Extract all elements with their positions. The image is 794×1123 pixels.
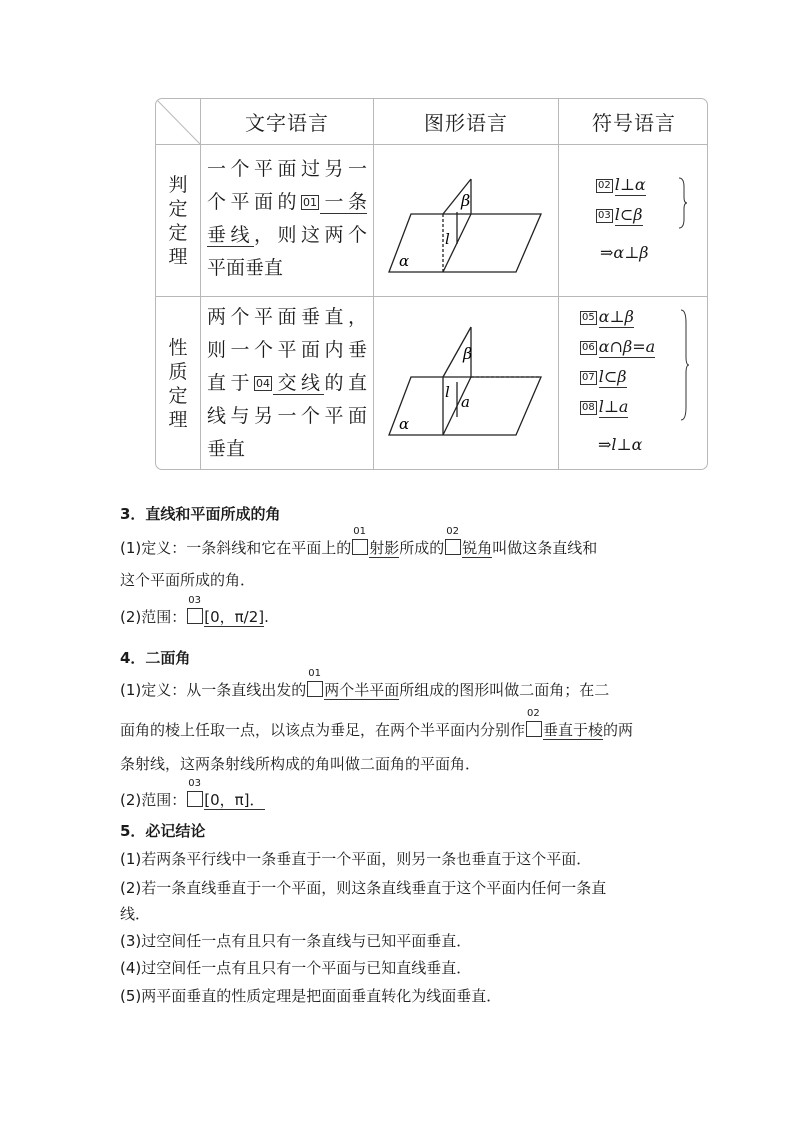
answer-text: l⊥a	[598, 397, 629, 416]
section-4-title	[120, 642, 680, 674]
text-fragment: (2)范围：	[120, 608, 187, 626]
a-label: a	[461, 393, 470, 411]
row-label-char: 性	[168, 337, 188, 359]
table-divider	[200, 99, 201, 469]
symbol-line	[596, 175, 646, 194]
blank-number: 03	[598, 210, 611, 221]
answer-text: 交线	[273, 372, 325, 394]
criterion-text	[207, 153, 367, 285]
blank-number: 02	[446, 526, 460, 537]
conclusion-item: (1)若两条平行线中一条垂直于一个平面，则另一条也垂直于这个平面．	[120, 850, 592, 868]
text-fragment: 直于	[207, 372, 254, 394]
blank-number: 08	[582, 402, 595, 413]
symbol-conclusion: ⇒l⊥α	[598, 435, 643, 454]
l-label: l	[445, 383, 450, 401]
answer-text: α∩β=a	[598, 337, 656, 356]
section-4-definition-end: 条射线，这两条射线所构成的角叫做二面角的平面角．	[120, 755, 481, 773]
section-4-range	[120, 778, 680, 816]
table-divider	[156, 296, 707, 297]
blank-number: 06	[582, 342, 595, 353]
section-title: 3．直线和平面所成的角	[120, 505, 281, 523]
text-fragment: .	[264, 608, 269, 626]
conclusion-item: (5)两平面垂直的性质定理是把面面垂直转化为线面垂直．	[120, 987, 502, 1005]
text-line: 垂直	[207, 438, 246, 460]
row-label-char: 判	[168, 173, 188, 196]
symbol-conclusion: ⇒α⊥β	[600, 243, 649, 262]
row-label-char: 定	[168, 221, 188, 244]
brace	[678, 177, 688, 229]
blank-box	[352, 526, 368, 555]
blank-number: 05	[582, 312, 595, 323]
blank-number: 04	[256, 377, 270, 390]
text-fragment: (1)定义：一条斜线和它在平面上的	[120, 539, 352, 557]
section-3-title	[120, 498, 680, 530]
text-fragment: (1)定义：从一条直线出发的	[120, 681, 307, 699]
section-3-range	[120, 595, 680, 633]
theorem-table	[155, 98, 708, 470]
answer-text: [0，π]．	[204, 791, 265, 809]
text-fragment: 的两	[603, 721, 634, 739]
section-4-definition-cont	[120, 708, 680, 746]
header-symbol-language: 符号语言	[592, 111, 676, 135]
blank-number: 01	[308, 668, 321, 679]
property-figure	[381, 317, 553, 442]
table-divider	[558, 99, 559, 469]
symbol-line	[596, 205, 643, 224]
beta-label: β	[461, 191, 471, 210]
text-fragment: 所组成的图形叫做二面角；在二	[399, 681, 610, 699]
row-label-property	[156, 297, 200, 470]
table-divider	[373, 99, 374, 469]
symbol-line	[580, 307, 634, 326]
section-title: 4．二面角	[120, 649, 191, 667]
alpha-label: α	[399, 252, 410, 270]
answer-text: 射影	[369, 539, 400, 557]
conclusion-item: (4)过空间任一点有且只有一个平面与已知直线垂直．	[120, 959, 472, 977]
answer-text: 锐角	[462, 539, 493, 557]
blank-box	[526, 708, 542, 737]
row-label-char: 定	[168, 385, 188, 407]
conclusion-item-cont: 线．	[120, 905, 151, 923]
text-line: 两个平面垂直，	[207, 306, 367, 328]
symbol-line	[580, 367, 627, 386]
answer-text: 垂直于棱	[543, 721, 604, 739]
row-label-char: 质	[168, 361, 188, 383]
blank-box	[187, 778, 203, 807]
beta-label: β	[463, 344, 473, 363]
row-label-char: 定	[168, 197, 188, 220]
row-label-char: 理	[168, 245, 188, 268]
symbol-line	[580, 337, 655, 356]
blank-number: 03	[188, 595, 201, 606]
text-line	[207, 367, 367, 400]
property-text	[207, 301, 367, 466]
text-fragment: 的直	[324, 372, 367, 394]
text-line: 一个平面过另一	[207, 158, 367, 180]
text-line: 线与另一个平面	[207, 405, 367, 427]
answer-text: α⊥β	[598, 307, 634, 326]
answer-text: l⊂β	[598, 367, 627, 386]
criterion-figure	[381, 154, 553, 279]
text-fragment: 面角的棱上任取一点，以该点为垂足，在两个半平面内分别作	[120, 721, 526, 739]
conclusion-item: (2)若一条直线垂直于一个平面，则这条直线垂直于这个平面内任何一条直	[120, 879, 607, 897]
l-label: l	[445, 230, 450, 248]
text-line: 平面垂直	[207, 257, 284, 279]
row-label-criterion	[156, 145, 200, 296]
header-text-language: 文字语言	[245, 111, 329, 135]
answer-text: [0，π/2]	[204, 608, 265, 626]
answer-text: l⊂β	[614, 205, 643, 224]
section-3-definition	[120, 526, 680, 564]
row-label-char: 理	[168, 409, 188, 431]
blank-number: 01	[302, 196, 317, 209]
section-title: 5．必记结论	[120, 822, 206, 840]
blank-box	[445, 526, 461, 555]
blank-number: 02	[598, 180, 611, 191]
blank-number: 01	[353, 526, 366, 537]
header-diagonal	[156, 99, 200, 144]
blank-number: 03	[188, 778, 201, 789]
text-line	[207, 186, 367, 219]
symbol-line	[580, 397, 628, 416]
answer-text: 两个半平面	[324, 681, 400, 699]
text-line: 则一个平面内垂	[207, 339, 367, 361]
text-fragment: ，则这两个	[254, 224, 367, 246]
answer-text: 一条	[319, 191, 367, 213]
text-line	[207, 219, 367, 252]
alpha-label: α	[399, 415, 410, 433]
table-divider	[156, 144, 707, 145]
blank-number: 07	[582, 372, 595, 383]
text-fragment: 所成的	[399, 539, 445, 557]
section-4-definition	[120, 668, 680, 706]
answer-text: l⊥α	[614, 175, 646, 194]
brace	[680, 309, 690, 421]
text-fragment: 个平面的	[207, 191, 301, 213]
header-figure-language: 图形语言	[424, 111, 508, 135]
conclusion-item: (3)过空间任一点有且只有一条直线与已知平面垂直．	[120, 932, 472, 950]
blank-box	[187, 595, 203, 624]
answer-text: 垂线	[207, 224, 254, 246]
text-fragment: (2)范围：	[120, 791, 187, 809]
blank-box	[307, 668, 323, 697]
section-3-definition-cont: 这个平面所成的角．	[120, 571, 256, 589]
text-fragment: 叫做这条直线和	[492, 539, 598, 557]
blank-number: 02	[527, 708, 540, 719]
